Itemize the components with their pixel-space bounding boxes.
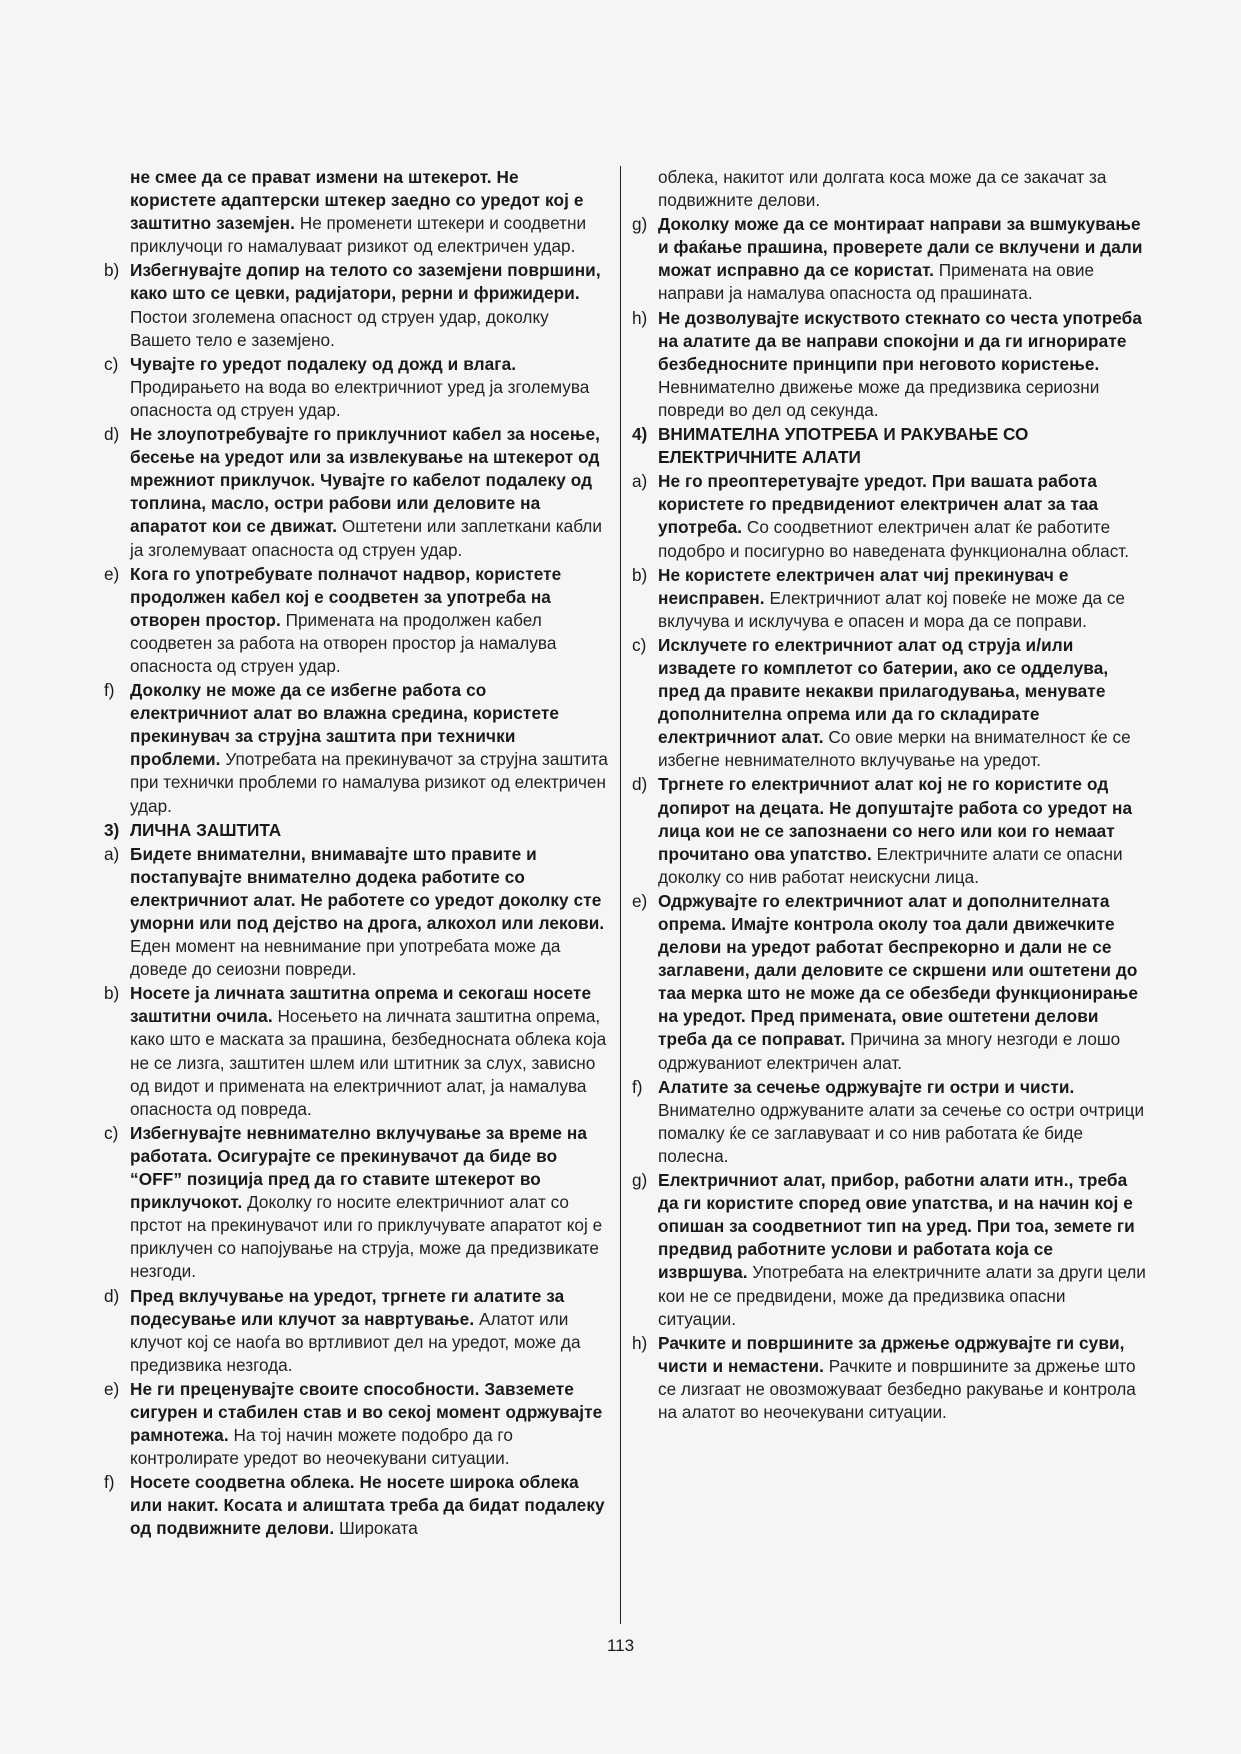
section-heading-personal-safety: 3) ЛИЧНА ЗАШТИТА [104,819,282,840]
item-marker: b) [104,983,120,1004]
item-text [130,1471,609,1540]
item-bold-text: Не го преоптеретувајте уредот. При вашата работа користете го предвидениот електричен алат за таа употреба. [658,471,1099,538]
item-plain-text: Примената на овие направи ја намалува опасноста од прашината. [658,260,1095,304]
item-marker: c) [632,634,647,655]
item-plain-text: Внимателно одржуваните алати за сечење со остри очтрици помалку ќе се заглавуваат и со нив работата ќе биде полесна. [658,1099,1145,1166]
list-item [632,890,1147,1075]
item-plain-text: Носењето на личната заштитна опрема, како што е маската за прашина, безбедносната облека која не се лизга, заштитен шлем или штитник за слух, зависно од видот и примената на електричниот алат, ја намалува опасноста од повреда. [130,1006,607,1119]
electrical-safety-list [104,259,609,817]
item-marker: g) [632,214,648,235]
item-plain-text: Со овие мерки на внимателност ќе се избегне невнимателното вклучување на уредот. [658,727,1131,771]
list-item [104,1471,609,1540]
item-plain-text: Употребата на електричните алати за други цели кои не се предвидени, може да предизвика опасни ситуации. [658,1262,1146,1329]
item-marker: a) [632,471,648,492]
item-marker: g) [632,1170,648,1191]
list-item [104,1378,609,1470]
item-marker: h) [632,307,648,328]
list-item [632,213,1147,305]
item-text [130,1122,609,1284]
item-bold-text: Носете ја личната заштитна опрема и секогаш носете заштитни очила. [130,983,592,1027]
item-marker: h) [632,1332,648,1353]
continued-paragraph-right: облека, накитот или долгата коса може да се закачат за подвижните делови. [658,167,1107,211]
item-marker: e) [632,890,648,911]
item-text [658,470,1147,562]
item-marker: d) [632,774,648,795]
list-item [632,1332,1147,1424]
item-bold-text: Не злоупотребувајте го приклучниот кабел за носење, бесење на уредот или за извлекување на штекерот од мрежниот приклучок. Чувајте го кабелот подалеку од топлина, масло, остри рабови или деловите на апаратот кои се движат. [130,424,601,537]
item-bold-text: Алатите за сечење одржувајте ги остри и чисти. [658,1076,1075,1097]
item-bold-text: Доколку може да се монтираат направи за вшмукување и фаќање прашина, проверете дали се вклучени и дали можат исправно да се користат. [658,214,1143,281]
item-marker: d) [104,424,120,445]
list-item [104,423,609,562]
item-text [658,634,1147,773]
item-text [130,563,609,678]
item-bold-text: Избегнувајте невнимателно вклучување за време на работата. Осигурајте се прекинувачот да биде во “OFF” позиција пред да го ставите штекерот во приклучокот. [130,1122,588,1213]
item-plain-text: Причина за многу незгоди е лошо одржуваниот електричен алат. [658,1029,1121,1073]
item-marker: e) [104,1378,120,1399]
item-marker: f) [104,680,115,701]
list-item [632,307,1147,422]
item-text [130,1285,609,1377]
item-bold-text: Исклучете го електричниот алат од струја и/или извадете го комплетот со батерии, ако се одделува, пред да правите некакви прилагодувања, менувате дополнителна опрема или да го складирате електричниот алат. [658,634,1109,748]
item-plain-text: На тој начин можете подобро да го контролирате уредот во неочекувани ситуации. [130,1425,513,1469]
list-item [632,1076,1147,1168]
item-bold-text: Не користете електричен алат чиј прекинувач е неисправен. [658,564,1069,608]
section-heading-tool-use: 4) ВНИМАТЕЛНА УПОТРЕБА И РАКУВАЊЕ СО ЕЛЕКТРИЧНИТЕ АЛАТИ [632,424,1029,468]
list-item [104,353,609,422]
item-text [130,843,609,982]
item-marker: a) [104,843,120,864]
item-plain-text: Употребата на прекинувачот за струјна заштита при технички проблеми го намалува ризикот од електричен удар. [130,749,608,816]
list-item [104,563,609,678]
column-divider [620,166,621,1624]
item-plain-text: Рачките и површините за држење што се лизгаат не овозможуваат безбедно ракување и контрола на алатот во неочекувани ситуации. [658,1355,1136,1422]
list-item [104,982,609,1121]
item-text [658,1169,1147,1331]
personal-safety-list [104,843,609,1541]
item-text [658,890,1147,1075]
item-bold-text: Чувајте го уредот подалеку од дожд и влага. [130,353,517,374]
item-text [658,1332,1147,1424]
item-bold-text: Доколку не може да се избегне работа со електричниот алат во влажна средина, користете прекинувач за струјна заштита при технички проблеми. [130,680,560,770]
right-column [632,166,1147,1425]
personal-safety-list-cont [632,213,1147,422]
item-bold-text: Не ги преценувајте своите способности. Завземете сигурен и стабилен став и во секој момент одржувајте рамнотежа. [130,1378,603,1446]
continued-paragraph: не смее да се прават измени на штекерот. Не користете адаптерски штекер заедно со уредот кој е заштитно заземјен. Не променети штекери и соодветни приклучоци го намалуваат ризикот од електричен удар. [130,167,587,257]
list-item [104,1122,609,1284]
item-bold-text: Носете соодветна облека. Не носете широка облека или накит. Косата и алиштата треба да бидат подалеку од подвижните делови. [130,1472,605,1539]
item-text [658,773,1147,888]
list-item [632,634,1147,773]
item-plain-text: Доколку го носите електричниот алат со прстот на прекинувачот или го приклучувате апаратот кој е приклучен со напојување на струја, може да предизвикате незгоди. [130,1192,603,1282]
item-text [130,353,609,422]
item-text [130,259,609,351]
item-text [658,213,1147,305]
item-plain-text: Еден момент на невнимание при употребата може да доведе до сеиозни повреди. [130,936,561,980]
item-bold-text: Не дозволувајте искуството стекнато со честа употреба на алатите да ве направи спокојни и да ги игнорирате безбедносните принципи при неговото користење. [658,307,1142,374]
item-marker: c) [104,353,119,374]
item-text [130,982,609,1121]
left-column [104,166,609,1542]
item-bold-text: Одржувајте го електричниот алат и дополнителната опрема. Имајте контрола околу тоа дали движечките делови на уредот работат беспрекорно и дали не се заглавени, дали деловите се скршени или оштетени до таа мерка што не може да се обезбеди функционирање на уредот. Пред примената, овие оштетени делови треба да се поправат. [658,890,1139,1050]
list-item [104,259,609,351]
item-plain-text: Електричните алати се опасни доколку со нив работат неискусни лица. [658,843,1123,887]
item-marker: b) [104,260,120,281]
item-plain-text: Алатот или клучот кој се наоѓа во вртливиот дел на уредот, може да предизвика незгода. [130,1308,581,1375]
item-plain-text: Со соодветниот електричен алат ќе работите подобро и посигурно во наведената функционална област. [658,517,1130,561]
item-marker: c) [104,1122,119,1143]
page-number: 113 [606,1636,635,1655]
item-bold-text: Бидете внимателни, внимавајте што правите и постапувајте внимателно додека работите со електричниот алат. Не работете со уредот доколку сте уморни или под дејство на дрога, алкохол или лекови. [130,843,605,933]
tool-use-list [632,470,1147,1424]
item-text [658,1076,1147,1168]
list-item [104,679,609,818]
item-marker: f) [104,1472,115,1493]
item-marker: b) [632,564,648,585]
item-plain-text: Примената на продолжен кабел соодветен за работа на отворен простор ја намалува опасноста од струен удар. [130,609,557,676]
list-item [104,843,609,982]
item-plain-text: Широката [334,1518,418,1539]
item-bold-text: Рачките и површините за држење одржувајте ги суви, чисти и немастени. [658,1332,1125,1376]
item-bold-text: Тргнете го електричниот алат кој не го користите од допирот на децата. Не допуштајте работа со уредот на лица кои не се запознаени со него или кои го немаат прочитано ова упатство. [658,774,1133,864]
item-marker: e) [104,563,120,584]
item-plain-text: Невнимателно движење може да предизвика сериозни повреди во дел од секунда. [658,376,1100,420]
item-bold-text: Електричниот алат, прибор, работни алати итн., треба да ги користите според овие упатства, и на начин кој е опишан за соодветниот тип на уред. При тоа, земете ги предвид работните услови и работата која се извршува. [658,1170,1135,1283]
item-plain-text: Продирањето на вода во електричниот уред ја зголемува опасноста од струен удар. [130,376,590,420]
item-marker: f) [632,1076,643,1097]
list-item [632,470,1147,562]
item-text [130,423,609,562]
item-bold-text: Кога го употребувате полначот надвор, користете продолжен кабел кој е соодветен за употреба на отворен простор. [130,563,562,630]
item-text [130,679,609,818]
item-plain-text: Постои зголемена опасност од струен удар, доколку Вашето тело е заземјено. [130,306,549,350]
list-item [104,1285,609,1377]
list-item [632,564,1147,633]
list-item [632,1169,1147,1331]
item-plain-text: Оштетени или заплеткани кабли ја зголемуваат опасноста од струен удар. [130,516,602,560]
item-marker: d) [104,1285,120,1306]
item-text [658,564,1147,633]
item-text [130,1378,609,1470]
item-text [658,307,1147,422]
item-plain-text: Електричниот алат кој повеќе не може да се вклучува и исклучува е опасен и мора да се поправи. [658,587,1125,631]
item-bold-text: Пред вклучување на уредот, тргнете ги алатите за подесување или клучот за навртување. [130,1285,565,1329]
list-item [632,773,1147,888]
item-bold-text: Избегнувајте допир на телото со заземјени површини, како што се цевки, радијатори, рерни и фрижидери. [130,260,601,304]
